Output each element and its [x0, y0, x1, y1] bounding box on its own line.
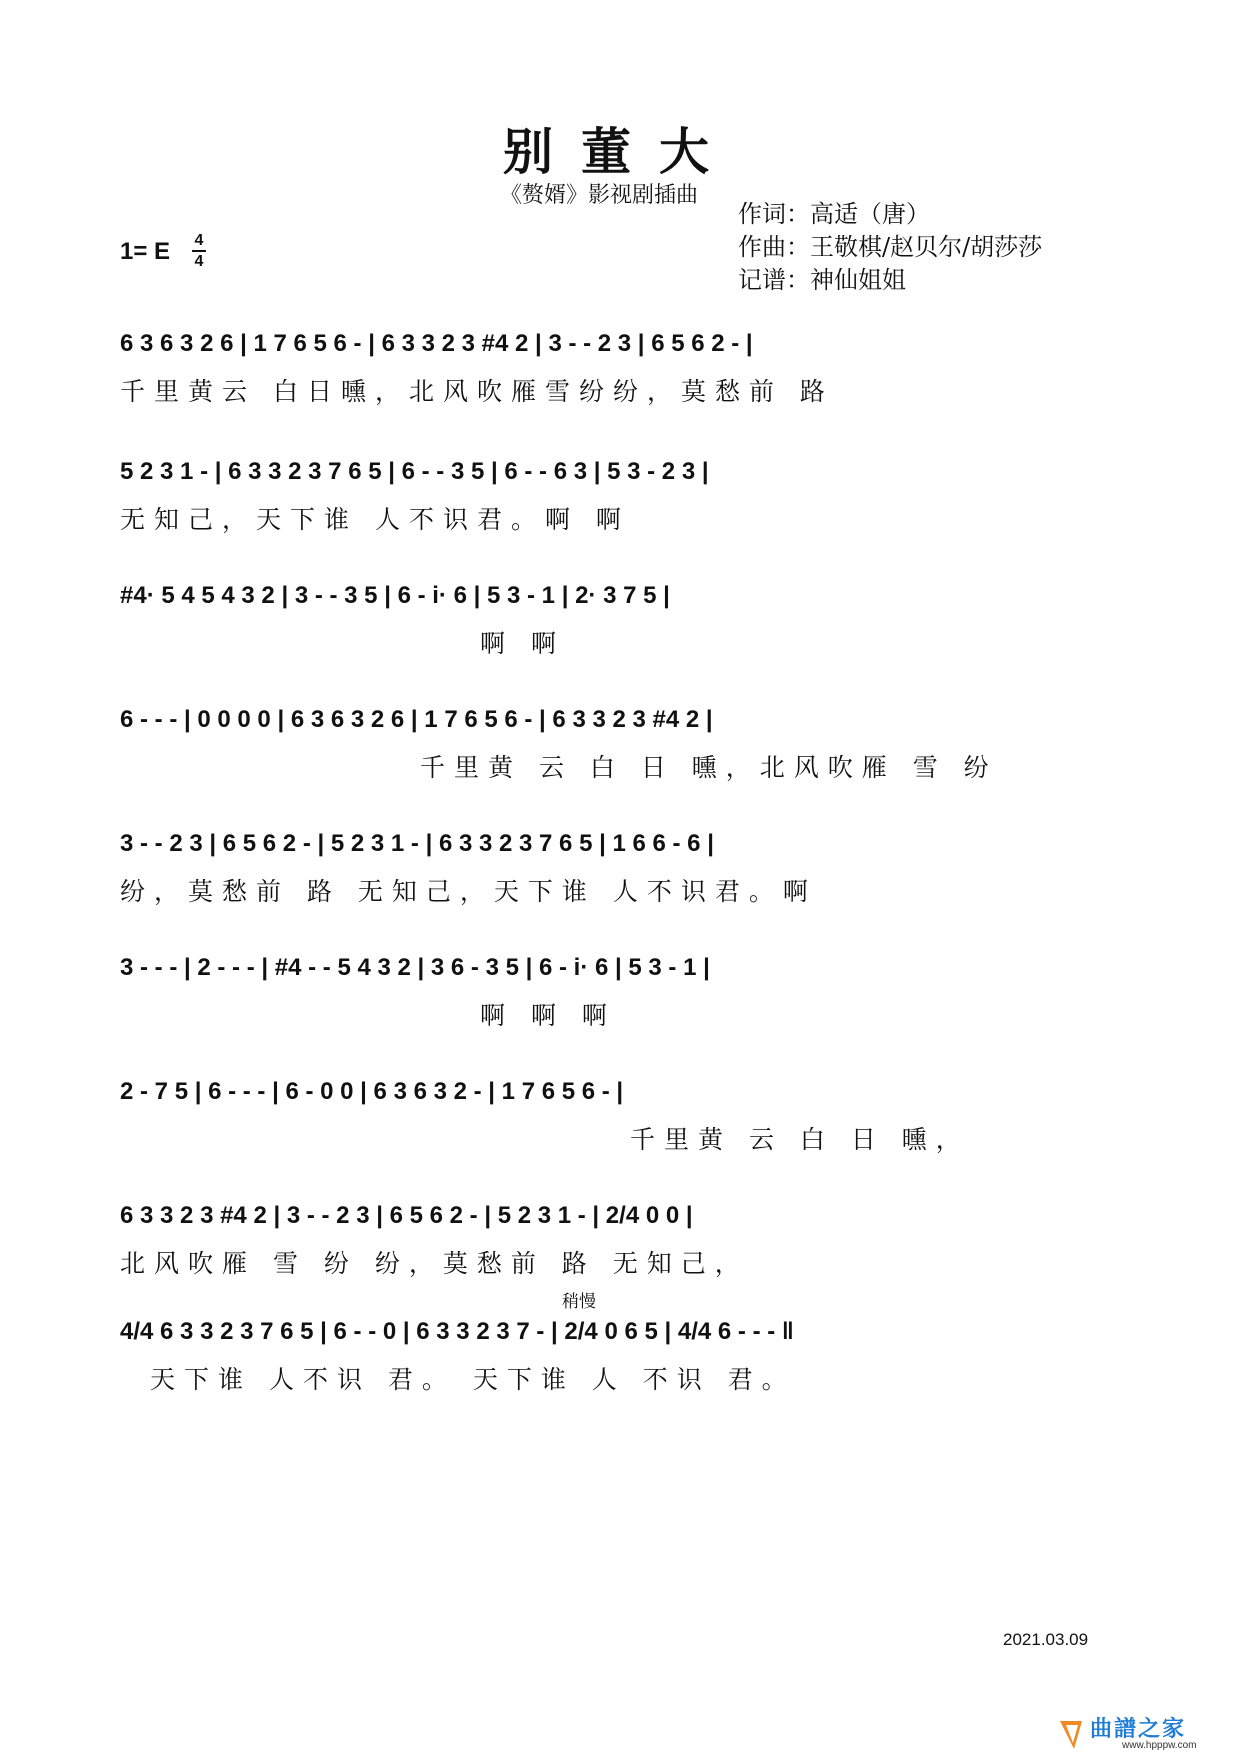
score-system-6: [120, 946, 1122, 1032]
notation-line: 6 - - - | 0 0 0 0 | 6 3 6 3 2 6 | 1 7 6 5 6 - | 6 3 3 2 3 #4 2 |: [120, 706, 713, 733]
watermark-name: 曲譜之家: [1090, 1717, 1187, 1742]
time-signature-bottom: 4: [194, 253, 204, 270]
lyrics-line: 千里黄云 白日曛，北风吹雁雪纷纷，莫愁前 路: [120, 377, 834, 406]
notation-line: 6 3 6 3 2 6 | 1 7 6 5 6 - | 6 3 3 2 3 #4 2 | 3 - - 2 3 | 6 5 6 2 - |: [120, 330, 753, 357]
score-system-8: [120, 1194, 1122, 1280]
lyrics-line: 啊 啊 啊: [480, 1001, 616, 1030]
watermark-url: www.hpppw.com: [1122, 1740, 1197, 1751]
song-title: 别董大: [503, 122, 737, 181]
transcription-date: 2021.03.09: [1003, 1630, 1089, 1649]
score-system-1: [120, 322, 1122, 408]
notation-line: 2 - 7 5 | 6 - - - | 6 - 0 0 | 6 3 6 3 2 - | 1 7 6 5 6 - |: [120, 1078, 624, 1105]
time-signature: [192, 232, 206, 270]
lyricist-credit: 作词：高适（唐）: [738, 200, 930, 228]
lyrics-line: 啊 啊: [480, 629, 565, 658]
credits: [738, 198, 1042, 297]
lyrics-line: 无知己，天下谁 人不识君。啊 啊: [120, 505, 630, 534]
notation-line: 3 - - 2 3 | 6 5 6 2 - | 5 2 3 1 - | 6 3 3 2 3 7 6 5 | 1 6 6 - 6 |: [120, 830, 714, 857]
notation-line: #4· 5 4 5 4 3 2 | 3 - - 3 5 | 6 - i· 6 | 5 3 - 1 | 2· 3 7 5 |: [120, 582, 670, 609]
score-system-7: [120, 1070, 1122, 1156]
score-system-2: [120, 450, 1122, 536]
composer-credit: 作曲：王敬棋/赵贝尔/胡莎莎: [738, 233, 1043, 261]
lyrics-line: 天下谁 人不识 君。 天下谁 人 不识 君。: [150, 1365, 796, 1394]
score-system-9: [120, 1310, 1122, 1396]
lyrics-line: 千里黄 云 白 日 曛，: [630, 1125, 970, 1154]
score-system-4: [120, 698, 1122, 784]
notation-line: 3 - - - | 2 - - - | #4 - - 5 4 3 2 | 3 6 - 3 5 | 6 - i· 6 | 5 3 - 1 |: [120, 954, 710, 981]
notation-line: 4/4 6 3 3 2 3 7 6 5 | 6 - - 0 | 6 3 3 2 3 7 - | 2/4 0 6 5 | 4/4 6 - - - ‖: [120, 1318, 794, 1345]
time-signature-divider: [192, 250, 206, 252]
notation-line: 5 2 3 1 - | 6 3 3 2 3 7 6 5 | 6 - - 3 5 | 6 - - 6 3 | 5 3 - 2 3 |: [120, 458, 709, 485]
score-system-5: [120, 822, 1122, 908]
tempo-mark: 稍慢: [562, 1292, 596, 1312]
subtitle: 《赘婿》影视剧插曲: [500, 183, 699, 208]
key-signature: 1= E: [120, 238, 171, 265]
notation-line: 6 3 3 2 3 #4 2 | 3 - - 2 3 | 6 5 6 2 - | 5 2 3 1 - | 2/4 0 0 |: [120, 1202, 693, 1229]
lyrics-line: 纷，莫愁前 路 无知己，天下谁 人不识君。啊: [120, 877, 817, 906]
lyrics-line: 北风吹雁 雪 纷 纷，莫愁前 路 无知己，: [120, 1249, 749, 1278]
time-signature-top: 4: [194, 232, 204, 249]
transcriber-credit: 记谱：神仙姐姐: [738, 266, 906, 294]
lyrics-line: 千里黄 云 白 日 曛，北风吹雁 雪 纷: [420, 753, 998, 782]
score-system-3: [120, 574, 1122, 660]
